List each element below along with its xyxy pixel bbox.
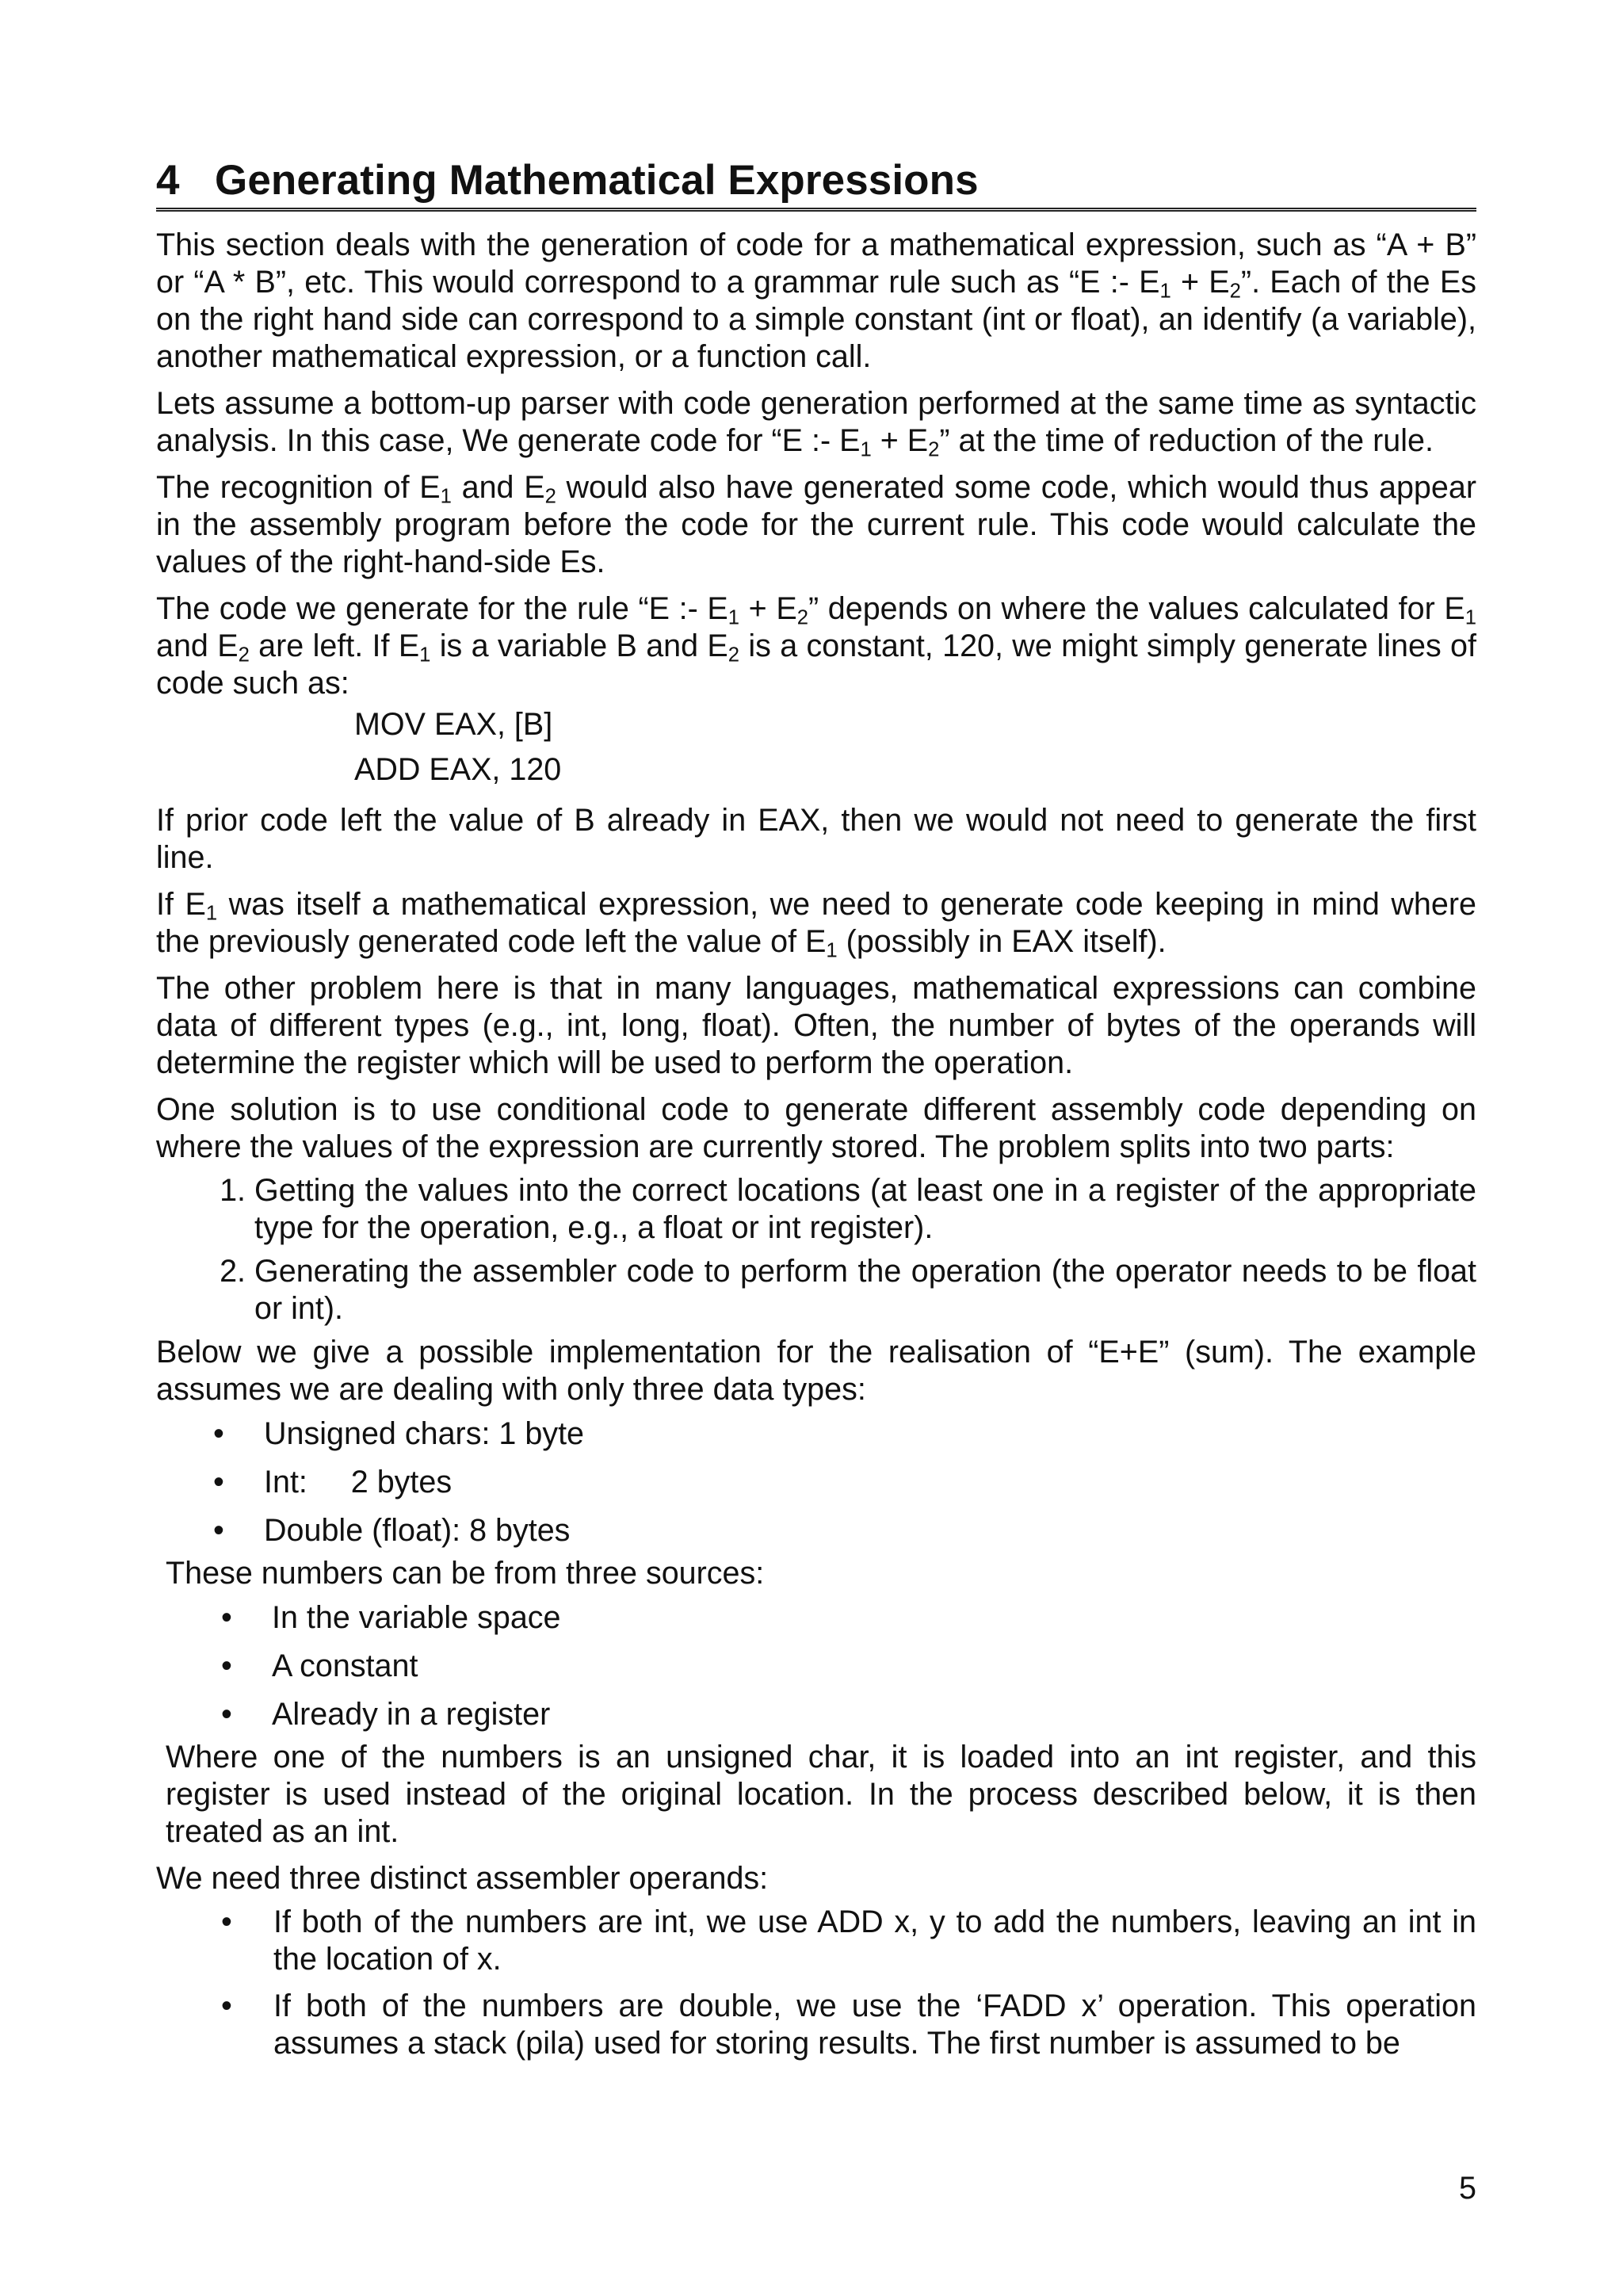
subscript: 1 [1159, 280, 1171, 303]
list-item: 2. Generating the assembler code to perform the operation (the operator needs to be float or int). [254, 1253, 1476, 1328]
text-run: and E [156, 628, 239, 663]
section-heading [156, 155, 1476, 212]
paragraph-data-types: The other problem here is that in many languages, mathematical expressions can combine data of different types (e.g., int, long, float). Often, the number of bytes of the operands will determine the register which will be used to perform the operation. [156, 971, 1476, 1080]
bullet-icon: • [221, 1988, 232, 2023]
bullet-list-operands [156, 1904, 1476, 2062]
paragraph-operands: We need three distinct assembler operands: [156, 1861, 769, 1896]
subscript: 2 [727, 644, 740, 667]
text-run: This section deals with the generation of code for a mathematical expression, such as “A + B” or “A * B”, etc. This would correspond to a grammar rule such as “E :- E [156, 227, 1476, 300]
subscript: 2 [796, 606, 808, 629]
bullet-icon: • [213, 1465, 224, 1499]
paragraph-recognition [156, 469, 1476, 581]
bullet-icon: • [221, 1697, 232, 1732]
paragraph-unsigned-char: Where one of the numbers is an unsigned char, it is loaded into an int register, and this register is used instead of the original location. In the process described below, it is then treated as an int. [166, 1740, 1476, 1849]
paragraph-nested-expression [156, 886, 1476, 961]
list-item-text: If both of the numbers are double, we use the ‘FADD x’ operation. This operation assumes a stack (pila) used for storing results. The first number is assumed to be [273, 1988, 1476, 2061]
paragraph-prior-code: If prior code left the value of B already in EAX, then we would not need to generate the first line. [156, 803, 1476, 875]
text-run: is a variable B and E [430, 628, 728, 663]
paragraph-code-depends [156, 590, 1476, 702]
bullet-list-sources [156, 1594, 1476, 1739]
list-item [156, 1458, 1476, 1507]
text-run: Lets assume a bottom-up parser with code generation performed at the same time as syntactic analysis. In this case, We generate code for “E :- E [156, 386, 1476, 458]
code-example [156, 702, 1476, 793]
text-run: ”. Each of the Es on the right hand side can correspond to a simple constant (int or float), an identify (a variable), another mathematical expression, or a function call. [156, 265, 1476, 374]
subscript: 1 [826, 939, 838, 962]
subscript: 1 [440, 485, 452, 508]
subscript: 2 [928, 438, 940, 461]
subscript: 1 [419, 644, 431, 667]
list-item [156, 1507, 1476, 1555]
list-item [156, 1410, 1476, 1458]
list-item [156, 1690, 1476, 1739]
bullet-icon: • [221, 1648, 232, 1683]
text-run: + E [871, 423, 929, 458]
page-number: 5 [1459, 2171, 1476, 2206]
paragraph-sources: These numbers can be from three sources: [166, 1556, 765, 1591]
list-item [156, 1988, 1476, 2062]
list-item-text: Double (float): 8 bytes [264, 1513, 571, 1548]
subscript: 1 [1465, 606, 1476, 629]
text-run: ” depends on where the values calculated for E [808, 591, 1465, 626]
subscript: 2 [544, 485, 556, 508]
text-run: The code we generate for the rule “E :- E [156, 591, 728, 626]
text-run: If E [156, 887, 206, 922]
text-run: The recognition of E [156, 470, 441, 505]
list-item-text: A constant [272, 1648, 418, 1683]
list-item [156, 1594, 1476, 1642]
numbered-list [156, 1172, 1476, 1328]
text-run: would also have generated some code, which would thus appear in the assembly program before the code for the current rule. This code would calculate the values of the right-hand-side Es. [156, 470, 1476, 579]
list-item-text: If both of the numbers are int, we use ADD x, y to add the numbers, leaving an int in the location of x. [273, 1904, 1476, 1977]
paragraph-implementation: Below we give a possible implementation for the realisation of “E+E” (sum). The example assumes we are dealing with only three data types: [156, 1335, 1476, 1407]
bullet-icon: • [221, 1904, 232, 1939]
bullet-icon: • [221, 1600, 232, 1635]
list-item-text: In the variable space [272, 1600, 561, 1635]
list-item [156, 1904, 1476, 1978]
section-title: Generating Mathematical Expressions [215, 157, 979, 204]
subscript: 1 [860, 438, 872, 461]
section-body [156, 227, 1476, 2062]
list-item-text: Int: 2 bytes [264, 1465, 453, 1499]
text-run: + E [739, 591, 797, 626]
text-run: was itself a mathematical expression, we need to generate code keeping in mind where the previously generated code left the value of E [156, 887, 1476, 959]
list-item [156, 1642, 1476, 1690]
text-run: ” at the time of reduction of the rule. [939, 423, 1434, 458]
section-number: 4 [156, 157, 180, 204]
code-line: ADD EAX, 120 [354, 752, 562, 787]
document-page [156, 155, 1476, 2072]
list-item-text: Unsigned chars: 1 byte [264, 1416, 585, 1451]
subscript: 2 [1229, 280, 1241, 303]
text-run: and E [451, 470, 545, 505]
bullet-icon: • [213, 1416, 224, 1451]
subscript: 1 [727, 606, 740, 629]
text-run: are left. If E [249, 628, 420, 663]
text-run: + E [1170, 265, 1230, 300]
bullet-list-types [156, 1410, 1476, 1555]
paragraph-solution: One solution is to use conditional code to generate different assembly code depending on where the values of the expression are currently stored. The problem splits into two parts: [156, 1092, 1476, 1164]
text-run: (possibly in EAX itself). [837, 924, 1167, 959]
list-item: 1. Getting the values into the correct locations (at least one in a register of the appropriate type for the operation, e.g., a float or int register). [254, 1172, 1476, 1247]
paragraph-parser [156, 385, 1476, 460]
list-item-text: Already in a register [272, 1697, 551, 1732]
paragraph-intro [156, 227, 1476, 376]
code-line: MOV EAX, [B] [354, 707, 553, 742]
text-run: is a constant, 120, we might simply generate lines of code such as: [156, 628, 1476, 701]
bullet-icon: • [213, 1513, 224, 1548]
subscript: 2 [238, 644, 250, 667]
subscript: 1 [205, 902, 218, 925]
